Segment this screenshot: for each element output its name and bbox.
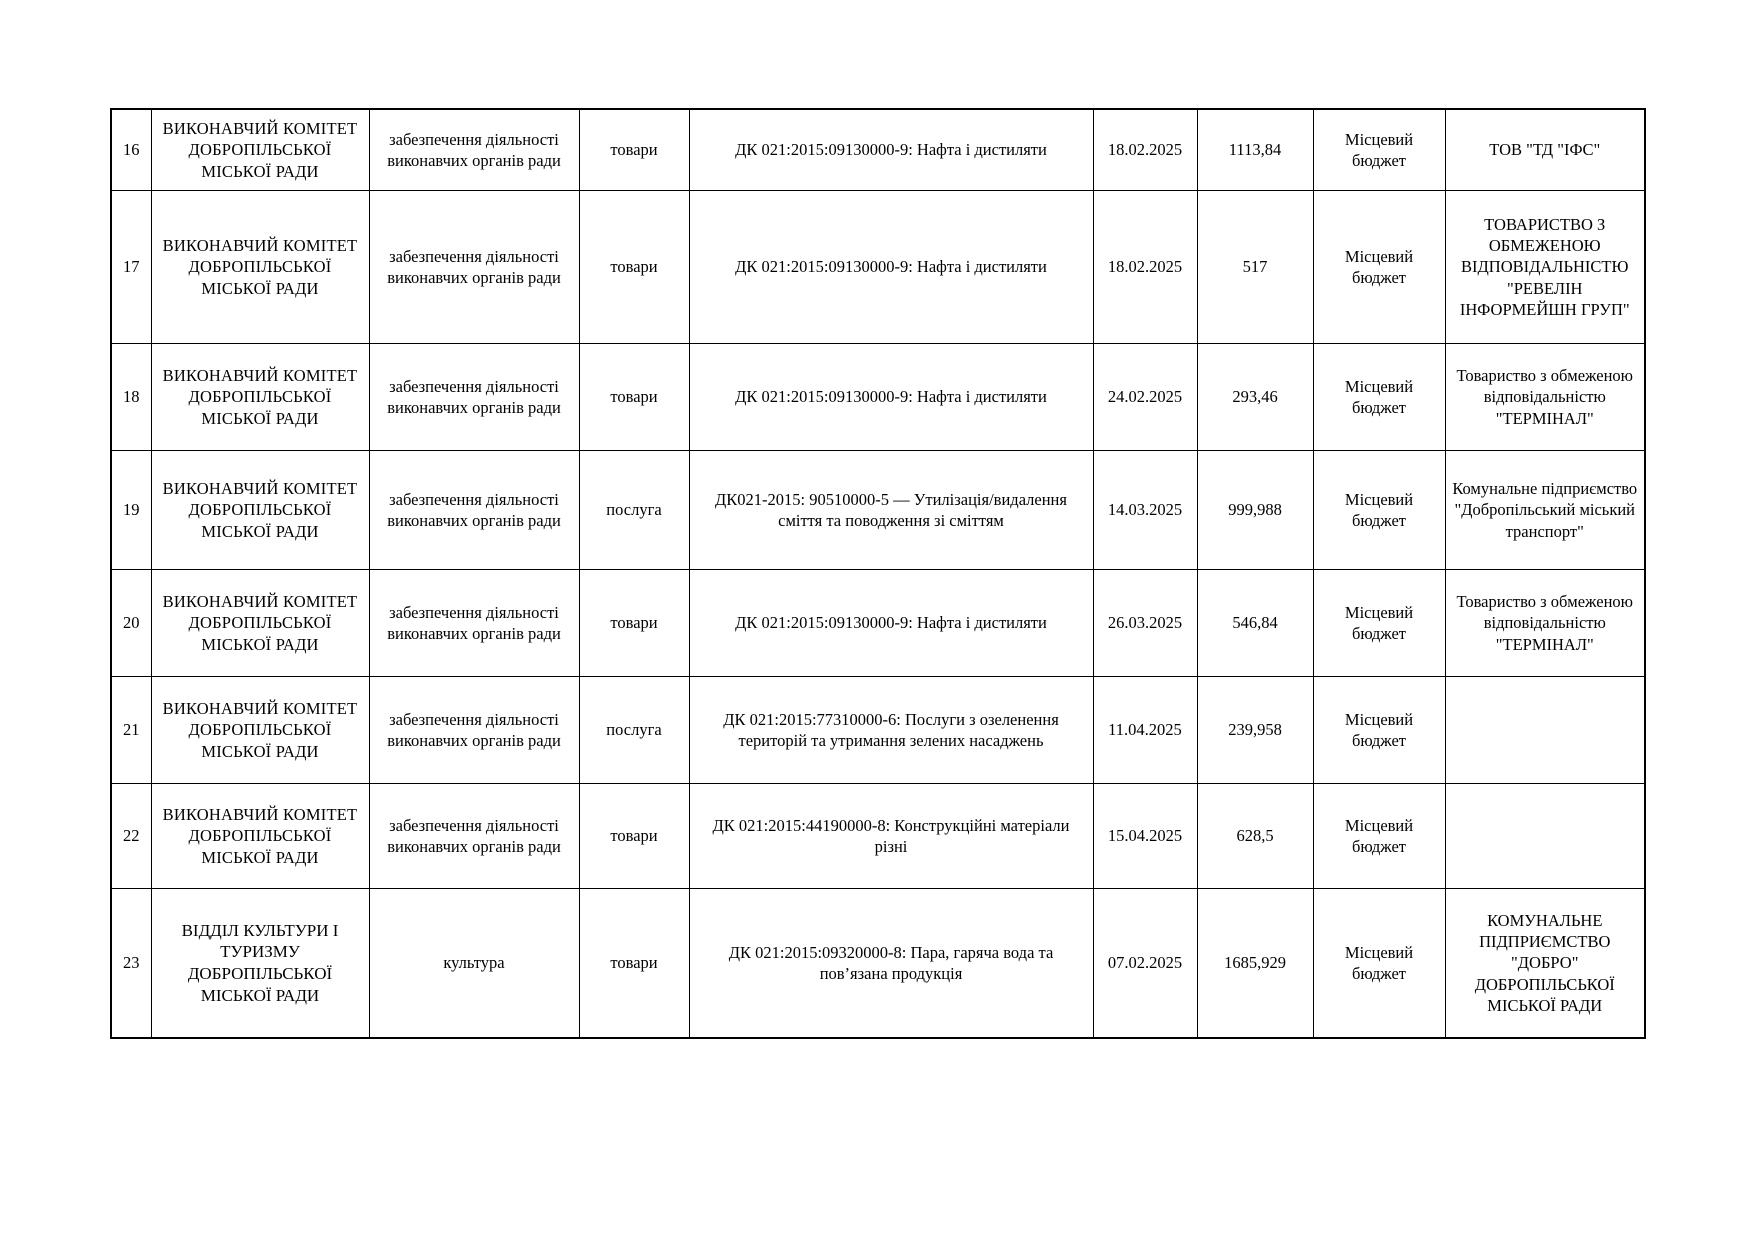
row-activity: забезпечення діяльності виконавчих органів ради bbox=[369, 784, 579, 889]
row-source: Місцевий бюджет bbox=[1313, 191, 1445, 344]
row-supplier bbox=[1445, 784, 1645, 889]
row-amount: 293,46 bbox=[1197, 344, 1313, 451]
row-activity: забезпечення діяльності виконавчих органів ради bbox=[369, 451, 579, 570]
row-source: Місцевий бюджет bbox=[1313, 109, 1445, 191]
row-source: Місцевий бюджет bbox=[1313, 784, 1445, 889]
row-customer: ВИКОНАВЧИЙ КОМІТЕТ ДОБРОПІЛЬСЬКОЇ МІСЬКОЇ РАДИ bbox=[151, 344, 369, 451]
row-type: послуга bbox=[579, 451, 689, 570]
row-number: 20 bbox=[111, 570, 151, 677]
row-type: товари bbox=[579, 109, 689, 191]
row-date: 15.04.2025 bbox=[1093, 784, 1197, 889]
row-date: 11.04.2025 bbox=[1093, 677, 1197, 784]
row-supplier: ТОВ "ТД "ІФС" bbox=[1445, 109, 1645, 191]
row-type: товари bbox=[579, 344, 689, 451]
row-amount: 1113,84 bbox=[1197, 109, 1313, 191]
row-supplier bbox=[1445, 677, 1645, 784]
row-type: товари bbox=[579, 889, 689, 1039]
row-customer: ВИКОНАВЧИЙ КОМІТЕТ ДОБРОПІЛЬСЬКОЇ МІСЬКОЇ РАДИ bbox=[151, 784, 369, 889]
row-number: 21 bbox=[111, 677, 151, 784]
row-activity: забезпечення діяльності виконавчих органів ради bbox=[369, 570, 579, 677]
row-type: товари bbox=[579, 784, 689, 889]
row-subject: ДК 021:2015:77310000-6: Послуги з озеленення територій та утримання зелених насаджень bbox=[689, 677, 1093, 784]
row-amount: 546,84 bbox=[1197, 570, 1313, 677]
row-customer: ВИКОНАВЧИЙ КОМІТЕТ ДОБРОПІЛЬСЬКОЇ МІСЬКОЇ РАДИ bbox=[151, 109, 369, 191]
row-source: Місцевий бюджет bbox=[1313, 344, 1445, 451]
row-subject: ДК 021:2015:09130000-9: Нафта і дистиляти bbox=[689, 570, 1093, 677]
row-subject: ДК 021:2015:09130000-9: Нафта і дистиляти bbox=[689, 109, 1093, 191]
row-date: 14.03.2025 bbox=[1093, 451, 1197, 570]
table-row bbox=[111, 451, 1645, 570]
row-date: 07.02.2025 bbox=[1093, 889, 1197, 1039]
row-activity: культура bbox=[369, 889, 579, 1039]
row-supplier: Товариство з обмеженою відповідальністю "ТЕРМІНАЛ" bbox=[1445, 344, 1645, 451]
row-supplier: КОМУНАЛЬНЕ ПІДПРИЄМСТВО "ДОБРО" ДОБРОПІЛЬСЬКОЇ МІСЬКОЇ РАДИ bbox=[1445, 889, 1645, 1039]
row-subject: ДК 021:2015:09320000-8: Пара, гаряча вода та пов’язана продукція bbox=[689, 889, 1093, 1039]
row-source: Місцевий бюджет bbox=[1313, 570, 1445, 677]
row-subject: ДК 021:2015:09130000-9: Нафта і дистиляти bbox=[689, 191, 1093, 344]
row-amount: 239,958 bbox=[1197, 677, 1313, 784]
row-number: 18 bbox=[111, 344, 151, 451]
row-customer: ВИКОНАВЧИЙ КОМІТЕТ ДОБРОПІЛЬСЬКОЇ МІСЬКОЇ РАДИ bbox=[151, 677, 369, 784]
table-row bbox=[111, 191, 1645, 344]
row-date: 18.02.2025 bbox=[1093, 191, 1197, 344]
row-type: товари bbox=[579, 570, 689, 677]
row-activity: забезпечення діяльності виконавчих органів ради bbox=[369, 677, 579, 784]
row-supplier: Товариство з обмеженою відповідальністю "ТЕРМІНАЛ" bbox=[1445, 570, 1645, 677]
row-number: 23 bbox=[111, 889, 151, 1039]
table-row bbox=[111, 109, 1645, 191]
row-number: 22 bbox=[111, 784, 151, 889]
row-customer: ВІДДІЛ КУЛЬТУРИ І ТУРИЗМУ ДОБРОПІЛЬСЬКОЇ МІСЬКОЇ РАДИ bbox=[151, 889, 369, 1039]
row-supplier: ТОВАРИСТВО З ОБМЕЖЕНОЮ ВІДПОВІДАЛЬНІСТЮ "РЕВЕЛІН ІНФОРМЕЙШН ГРУП" bbox=[1445, 191, 1645, 344]
row-date: 24.02.2025 bbox=[1093, 344, 1197, 451]
table-row bbox=[111, 784, 1645, 889]
row-amount: 517 bbox=[1197, 191, 1313, 344]
row-amount: 999,988 bbox=[1197, 451, 1313, 570]
row-subject: ДК 021:2015:09130000-9: Нафта і дистиляти bbox=[689, 344, 1093, 451]
table-row bbox=[111, 344, 1645, 451]
row-activity: забезпечення діяльності виконавчих органів ради bbox=[369, 191, 579, 344]
row-date: 26.03.2025 bbox=[1093, 570, 1197, 677]
row-activity: забезпечення діяльності виконавчих органів ради bbox=[369, 109, 579, 191]
row-customer: ВИКОНАВЧИЙ КОМІТЕТ ДОБРОПІЛЬСЬКОЇ МІСЬКОЇ РАДИ bbox=[151, 570, 369, 677]
row-amount: 628,5 bbox=[1197, 784, 1313, 889]
row-number: 17 bbox=[111, 191, 151, 344]
row-number: 16 bbox=[111, 109, 151, 191]
table-row bbox=[111, 570, 1645, 677]
row-subject: ДК021-2015: 90510000-5 — Утилізація/видалення сміття та поводження зі сміттям bbox=[689, 451, 1093, 570]
row-activity: забезпечення діяльності виконавчих органів ради bbox=[369, 344, 579, 451]
table-row bbox=[111, 677, 1645, 784]
row-source: Місцевий бюджет bbox=[1313, 451, 1445, 570]
row-number: 19 bbox=[111, 451, 151, 570]
row-source: Місцевий бюджет bbox=[1313, 677, 1445, 784]
row-customer: ВИКОНАВЧИЙ КОМІТЕТ ДОБРОПІЛЬСЬКОЇ МІСЬКОЇ РАДИ bbox=[151, 191, 369, 344]
table-row bbox=[111, 889, 1645, 1039]
row-type: товари bbox=[579, 191, 689, 344]
row-subject: ДК 021:2015:44190000-8: Конструкційні матеріали різні bbox=[689, 784, 1093, 889]
row-source: Місцевий бюджет bbox=[1313, 889, 1445, 1039]
row-type: послуга bbox=[579, 677, 689, 784]
row-customer: ВИКОНАВЧИЙ КОМІТЕТ ДОБРОПІЛЬСЬКОЇ МІСЬКОЇ РАДИ bbox=[151, 451, 369, 570]
row-amount: 1685,929 bbox=[1197, 889, 1313, 1039]
row-date: 18.02.2025 bbox=[1093, 109, 1197, 191]
row-supplier: Комунальне підприємство "Добропільський міський транспорт" bbox=[1445, 451, 1645, 570]
procurement-table bbox=[110, 108, 1646, 1039]
